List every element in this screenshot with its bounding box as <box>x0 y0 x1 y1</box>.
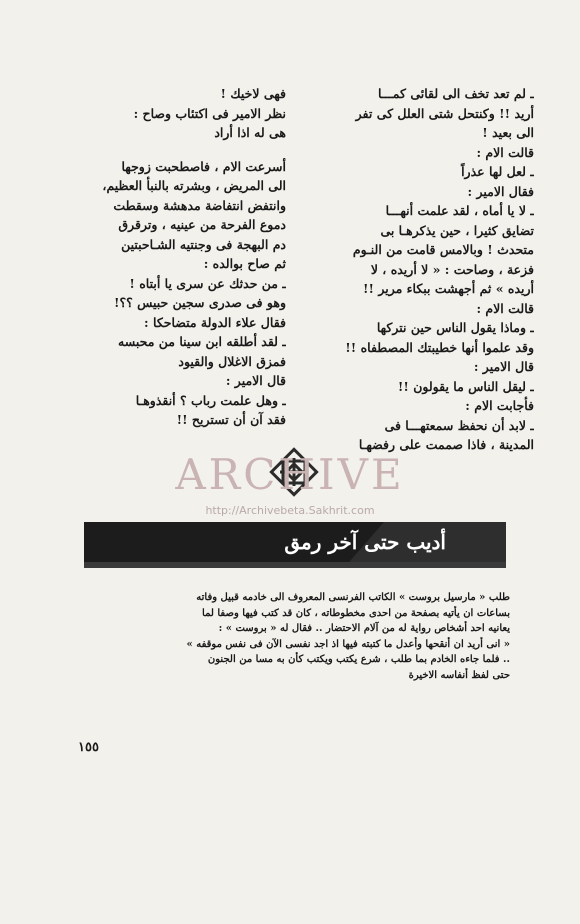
watermark-text: ARCHIVE <box>175 450 405 499</box>
text-line: قال الامير : <box>225 373 286 388</box>
text-line: ـ ليقل الناس ما يقولون !! <box>397 378 534 394</box>
article-banner <box>84 522 506 568</box>
text-line: فزعة ، وصاحت : « لا أريده ، لا <box>370 261 534 277</box>
watermark-url: http://Archivebeta.Sakhrit.com <box>205 504 375 517</box>
text-line: هى له اذا أراد <box>214 125 286 140</box>
paragraph-gap <box>80 143 286 157</box>
text-line: الى المريض ، وبشرته بالنبأ العظيم، <box>102 178 286 193</box>
article-line: حتى لفظ أنفاسه الاخيرة <box>408 669 510 681</box>
text-line: وقد علموا أنها خطيبتك المصطفاه !! <box>345 339 534 355</box>
text-line: ـ لابد أن نحفظ سمعتهـــا فى <box>384 417 534 433</box>
text-line: ثم صاح بوالده : <box>203 256 286 271</box>
text-line: الى بعيد ! <box>482 125 534 140</box>
text-line: ـ وماذا يقول الناس حين نتركها <box>376 320 534 335</box>
text-line: تضايق كثيرا ، حين يذكرهـا بى <box>380 222 534 238</box>
text-line: قالت الام : <box>476 144 534 160</box>
text-line: دم البهجة فى وجنتيه الشـاحبتين <box>121 236 286 252</box>
text-line: فقال علاء الدولة متضاحكا : <box>144 314 286 330</box>
article-line: « انى أريد ان أنقحها وأعدل ما كتبته فيها اذ اجد نفسى الآن فى نفس موقفه » <box>186 638 510 650</box>
text-line: متحدث ! وبالامس قامت من النـوم <box>352 242 534 257</box>
text-line: المدينة ، فاذا صممت على رفضهـا <box>358 437 534 452</box>
text-line: قالت الام : <box>476 300 534 316</box>
text-line: فقال الامير : <box>467 183 534 199</box>
left-text-column <box>80 84 286 430</box>
text-line: دموع الفرحة من عينيه ، وترقرق <box>118 217 286 232</box>
text-line: فأجابت الام : <box>465 398 534 413</box>
text-line: ـ من حدثك عن سرى يا أبتاه ! <box>129 275 286 291</box>
text-line: ـ لا يا أماه ، لقد علمت أنهـــا <box>385 203 534 218</box>
text-line: وانتفض انتفاضة مدهشة وسقطت <box>113 197 286 213</box>
page-number: ١٥٥ <box>78 740 99 755</box>
text-line: وهو فى صدرى سجين حبيس ؟؟! <box>113 295 286 310</box>
text-line: أريد !! وكنتحل شتى العلل كى تفر <box>355 105 534 121</box>
article-body <box>96 590 510 683</box>
text-line: نظر الامير فى اكتئاب وصاح : <box>133 105 286 121</box>
article-title: أديب حتى آخر رمق <box>284 530 446 554</box>
text-line: أسرعت الام ، فاصطحبت زوجها <box>121 158 286 174</box>
text-line: فهى لاخيك ! <box>220 86 286 101</box>
text-line: ـ لعل لها عذراً <box>461 164 534 179</box>
text-line: فمزق الاغلال والقيود <box>178 353 286 369</box>
text-line: ـ لقد أطلقه ابن سينا من محبسه <box>118 334 286 349</box>
right-text-column <box>296 84 534 455</box>
article-line: طلب « مارسيل بروست » الكاتب الفرنسى المعروف الى خادمه قبيل وفاته <box>196 592 510 603</box>
text-line: ـ وهل علمت رباب ؟ أنقذوهـا <box>135 392 286 408</box>
article-line: يعانيه احد أشخاص رواية له من آلام الاحتضار .. فقال له « بروست » : <box>218 623 510 634</box>
article-line: .. فلما جاءه الخادم بما طلب ، شرع يكتب ويكتب كأن به مسا من الجنون <box>207 654 510 665</box>
text-line: فقد آن أن تستريح !! <box>176 412 286 427</box>
text-line: قال الامير : <box>473 359 534 374</box>
article-line: بساعات ان يأتيه بصفحة من احدى مخطوطاته ، كان قد كتب فيها وصفا لما <box>202 607 510 619</box>
text-line: أريده » ثم أجهشت ببكاء مرير !! <box>363 281 534 296</box>
text-line: ـ لم تعد تخف الى لقائى كمـــا <box>378 86 534 101</box>
